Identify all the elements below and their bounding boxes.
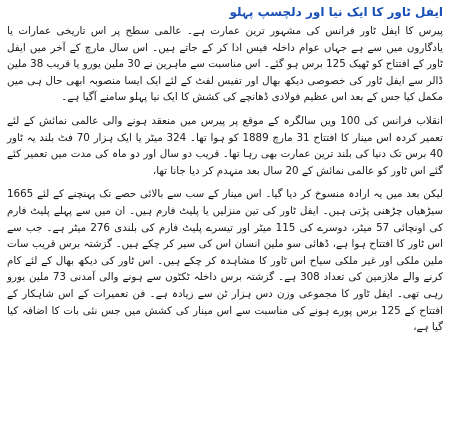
- article-paragraph-2: انقلاب فرانس کی 100 ویں سالگرہ کے موقع پر پیرس میں منعقد ہونے والی عالمی نمائش کے لئے تعمیر کردہ اس مینار کا افتتاح 31 مارچ 1889 کو ہوا تھا۔ 324 میٹر یا ایک ہزار 70 فٹ بلند یہ ٹاور 40 برس تک دنیا کی بلند ترین عمارت بھی رہا تھا۔ قریب دو سال اور دو ماہ کی مدت میں تعمیر کئے گئے اس ٹاور کو عالمی نمائش کے 20 سال بعد منہدم کر دیا جانا تھا،: [7, 114, 443, 177]
- article-paragraph-3: لیکن بعد میں یہ ارادہ منسوخ کر دیا گیا۔ اس مینار کے سب سے بالائی حصے تک پہنچنے کے لئے 1665 سیڑھیاں چڑھنی پڑتی ہیں۔ ایفل ٹاور کی تین منزلیں یا پلیٹ فارم ہیں۔ ان میں سے پہلے پلیٹ فارم کی اونچائی 57 میٹر، دوسرے کی 115 میٹر اور تیسرے پلیٹ فارم کی بلندی 276 میٹر ہے۔ جب سے اس ٹاور کا افتتاح ہوا ہے، ڈھائی سو ملین انسان اس کی سیر کر چکے ہیں۔ گزشتہ برس قریب سات ملین ملکی اور غیر ملکی سیاح اس ٹاور کا مشاہدہ کر چکے ہیں۔ اس ٹاور کی دیکھ بھال کے لئے کام کرنے والے ملازمین کی تعداد 308 ہے۔ گزشتہ برس داخلہ ٹکٹوں سے ہونے والی آمدنی 73 ملین یورو رہی تھی۔ ایفل ٹاور کا مجموعی وزن دس ہزار ٹن سے زیادہ ہے۔ فن تعمیرات کے اس شاہکار کے افتتاح کے 125 برس پورے ہونے کی مناسبت سے اس مینار کی کشش میں جس نئی بات کا اضافہ کیا گیا ہے،: [7, 188, 443, 334]
- article-title: ایفل ٹاور کا ایک نیا اور دلچسپ پہلو: [229, 5, 443, 19]
- article-paragraph-1: پیرس کا ایفل ٹاور فرانس کی مشہور ترین عمارت ہے۔ عالمی سطح پر اس تاریخی عمارات یا یادگاروں میں سے ہے جہاں عوام داخلہ فیس ادا کر کے جاتے ہیں۔ اس سال مارچ کے آخر میں ایفل ٹاور کے افتتاح کو ٹھیک 125 برس ہو گئے۔ اس مناسبت سے ماہرین نے 30 ملین یورو یا قریب 38 ملین ڈالر سے ایفل ٹاور کی خصوصی دیکھ بھال اور تفیس لفٹ کے لئے ایک ایسا منصوبہ ابھی حال ہی میں مکمل کیا جس کے بعد اس عظیم فولادی ڈھانچے کی کشش کا ایک نیا پہلو سامنے آگیا ہے۔: [7, 25, 444, 104]
